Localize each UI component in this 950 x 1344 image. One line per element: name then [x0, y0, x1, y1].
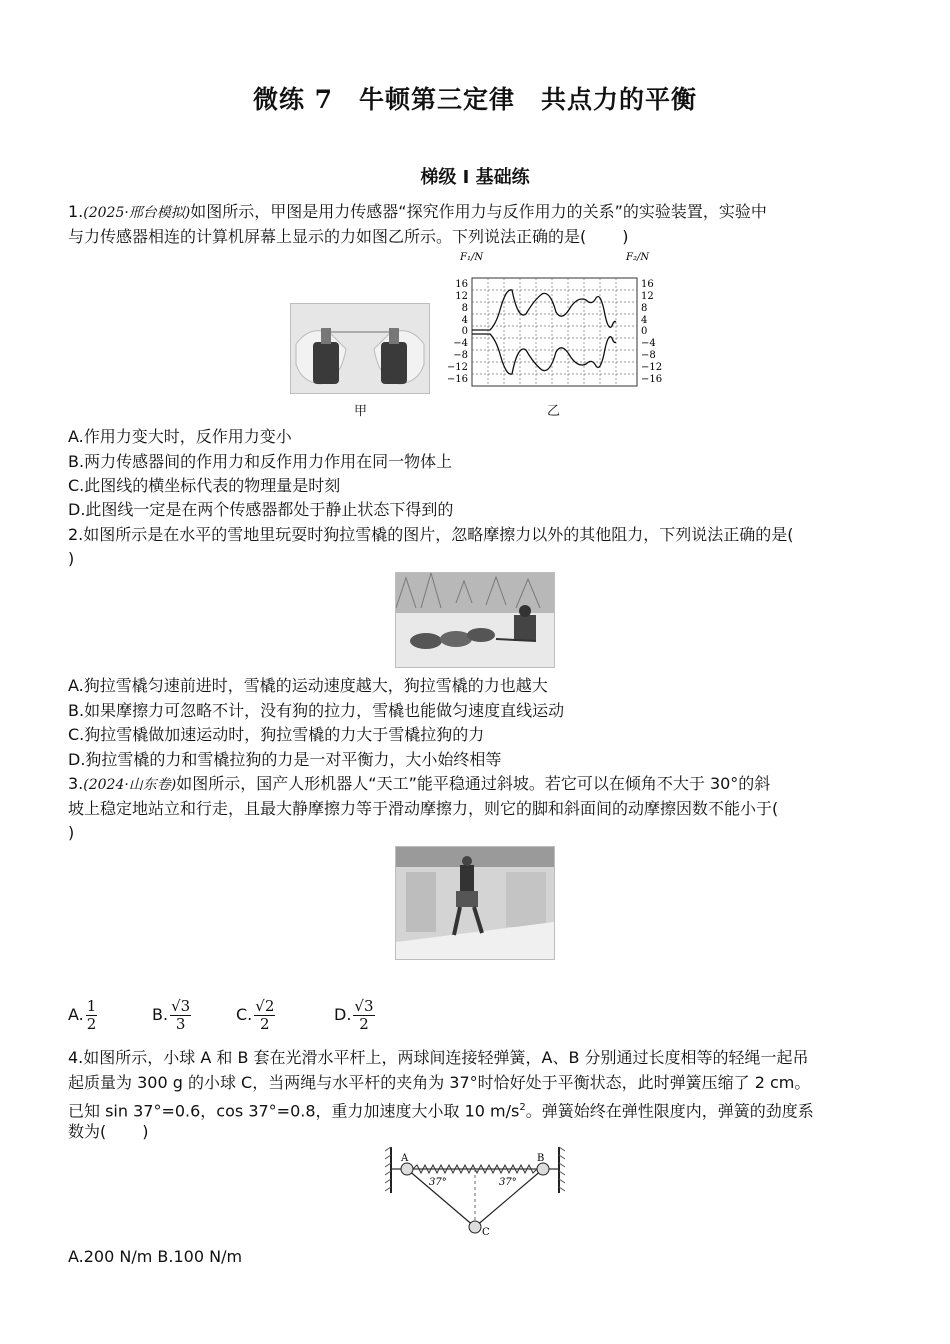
tick-right-7: −12	[641, 362, 663, 373]
q1-number: 1.	[68, 202, 84, 221]
q2-stem-line1: 2.如图所示是在水平的雪地里玩耍时狗拉雪橇的图片，忽略摩擦力以外的其他阻力，下列说法正确的是(	[68, 525, 794, 544]
q3-option-a	[68, 998, 97, 1033]
q3-stem-line2: 坡上稳定地站立和行走，且最大静摩擦力等于滑动摩擦力，则它的脚和斜面间的动摩擦因数不能小于(	[68, 799, 779, 818]
q4-text-3b: 。弹簧始终在弹性限度内，弹簧的劲度系	[525, 1101, 814, 1121]
ball-c	[469, 1221, 481, 1233]
tick-left-0: 16	[455, 279, 468, 290]
q3-option-a-num: 1	[86, 997, 97, 1015]
dog-sled-photo	[395, 572, 555, 668]
tick-left-6: −8	[453, 350, 468, 361]
q4-options: A.200 N/m B.100 N/m	[68, 1247, 243, 1266]
spring-diagram	[385, 1145, 565, 1237]
q3-option-b-den: 3	[175, 1015, 186, 1033]
graph-right-axis-label: F₂/N	[626, 252, 650, 263]
tick-right-0: 16	[641, 279, 654, 290]
robot-photo	[395, 846, 555, 960]
angle-left: 37°	[429, 1177, 447, 1188]
tick-right-1: 12	[641, 291, 654, 302]
ball-a	[401, 1163, 413, 1175]
q1-source: (2025·邢台模拟)	[83, 205, 191, 221]
tick-left-3: 4	[461, 315, 468, 326]
sensor-photo	[290, 303, 430, 394]
q3-option-d-label: D.	[334, 1005, 352, 1024]
label-c: C	[482, 1227, 490, 1237]
q1-option-c: C.此图线的横坐标代表的物理量是时刻	[68, 476, 341, 495]
label-b: B	[537, 1153, 545, 1164]
dog-sled-image	[396, 573, 554, 667]
q1-stem-line1	[68, 200, 883, 225]
q3-option-d	[334, 998, 375, 1033]
ball-b	[537, 1163, 549, 1175]
tick-left-1: 12	[455, 291, 468, 302]
q1-paren-close: )	[622, 227, 629, 246]
f2-curve	[472, 334, 616, 374]
q2-stem-line2: )	[68, 549, 75, 568]
q2-option-d: D.狗拉雪橇的力和雪橇拉狗的力是一对平衡力，大小始终相等	[68, 750, 502, 769]
q3-option-b	[152, 998, 191, 1033]
tick-left-5: −4	[453, 338, 468, 349]
tick-left-2: 8	[461, 303, 468, 314]
tick-right-6: −8	[641, 350, 656, 361]
angle-right: 37°	[499, 1177, 517, 1188]
tick-right-5: −4	[641, 338, 656, 349]
q3-option-c	[236, 998, 275, 1033]
q3-option-a-den: 2	[86, 1015, 97, 1033]
sensor-hands-image	[291, 304, 429, 393]
q2-option-b: B.如果摩擦力可忽略不计，没有狗的拉力，雪橇也能做匀速度直线运动	[68, 701, 565, 720]
q3-number: 3.	[68, 774, 84, 793]
tick-right-3: 4	[641, 315, 648, 326]
force-graph	[448, 250, 668, 395]
page-title: 微练 7 牛顿第三定律 共点力的平衡	[252, 85, 698, 114]
q4-stem-line1: 4.如图所示，小球 A 和 B 套在光滑水平杆上，两球间连接轻弹簧，A、B 分别通过长度相等的轻绳一起吊	[68, 1048, 809, 1067]
q4-stem-line2: 起质量为 300 g 的小球 C，当两绳与水平杆的夹角为 37°时恰好处于平衡状态，此时弹簧压缩了 2 cm。	[68, 1073, 811, 1092]
q4-text-4: 数为(	[68, 1122, 107, 1141]
q3-option-d-den: 2	[359, 1015, 369, 1033]
q4-superscript: 2	[519, 1102, 526, 1113]
q1-option-d: D.此图线一定是在两个传感器都处于静止状态下得到的	[68, 500, 454, 519]
q3-stem-line3: )	[68, 823, 75, 842]
q1-option-b: B.两力传感器间的作用力和反作用力作用在同一物体上	[68, 452, 453, 471]
q4-text-3a: 已知 sin 37°=0.6，cos 37°=0.8，重力加速度大小取 10 m/s	[68, 1101, 520, 1121]
tick-left-4: 0	[461, 326, 468, 337]
q1-text-2: 与力传感器相连的计算机屏幕上显示的力如图乙所示。下列说法正确的是(	[68, 227, 587, 246]
label-a: A	[401, 1153, 409, 1164]
q1-text-1: 如图所示，甲图是用力传感器“探究作用力与反作用力的关系”的实验装置，实验中	[190, 202, 767, 221]
q3-option-b-num: √3	[171, 997, 191, 1015]
q1-stem-line2	[68, 225, 883, 249]
tick-left-7: −12	[448, 362, 468, 373]
q2-option-c: C.狗拉雪橇做加速运动时，狗拉雪橇的力大于雪橇拉狗的力	[68, 725, 485, 744]
robot-image	[396, 847, 554, 959]
q3-option-b-label: B.	[152, 1005, 169, 1024]
f1-curve	[472, 290, 616, 330]
q4-stem-line4	[68, 1120, 883, 1144]
q3-option-a-label: A.	[68, 1005, 84, 1024]
q3-source: (2024·山东卷)	[83, 777, 177, 793]
q3-text-1: 如图所示，国产人形机器人“天工”能平稳通过斜坡。若它可以在倾角不大于 30°的斜	[176, 774, 771, 793]
q4-paren-close: )	[142, 1122, 149, 1141]
q3-stem-line1	[68, 772, 883, 797]
q3-option-c-den: 2	[260, 1015, 270, 1033]
fig-jia-caption: 甲	[354, 404, 368, 419]
q2-option-a: A.狗拉雪橇匀速前进时，雪橇的运动速度越大，狗拉雪橇的力也越大	[68, 676, 548, 695]
section-subtitle: 梯级 Ⅰ 基础练	[420, 167, 530, 188]
q3-option-c-label: C.	[236, 1005, 253, 1024]
tick-right-2: 8	[641, 303, 648, 314]
q1-option-a: A.作用力变大时，反作用力变小	[68, 427, 292, 446]
q3-option-d-num: √3	[354, 997, 374, 1015]
tick-right-8: −16	[641, 374, 663, 385]
q3-option-c-num: √2	[255, 997, 275, 1015]
tick-right-4: 0	[641, 326, 648, 337]
graph-left-axis-label: F₁/N	[460, 252, 484, 263]
fig-yi-caption: 乙	[547, 404, 561, 419]
tick-left-8: −16	[448, 374, 468, 385]
